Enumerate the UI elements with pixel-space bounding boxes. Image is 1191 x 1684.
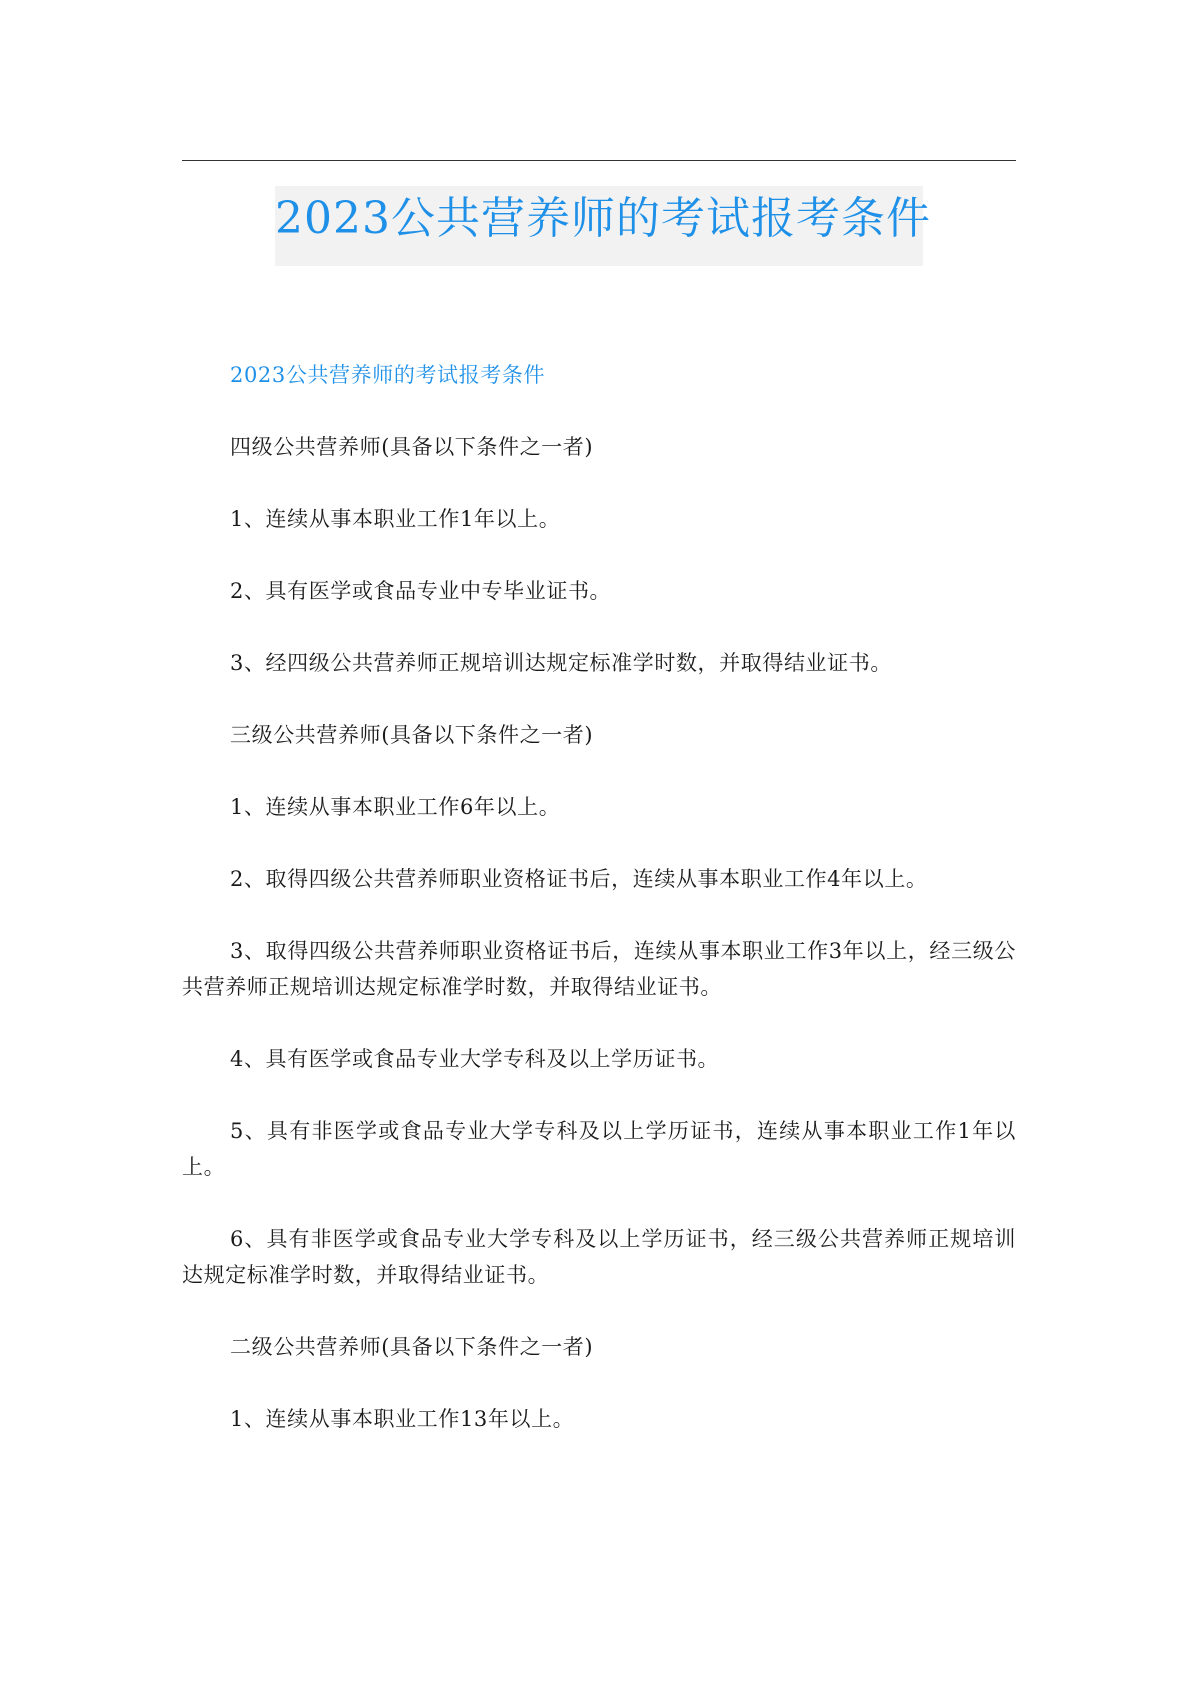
header-rule <box>182 160 1016 161</box>
paragraph: 1、连续从事本职业工作1年以上。 <box>230 507 561 531</box>
paragraph: 3、取得四级公共营养师职业资格证书后，连续从事本职业工作3年以上，经三级公共营养师正规培训达规定标准学时数，并取得结业证书。 <box>182 939 1016 999</box>
document-title: 2023公共营养师的考试报考条件 <box>275 193 931 244</box>
document-body <box>182 357 1016 1473</box>
paragraph: 4、具有医学或食品专业大学专科及以上学历证书。 <box>230 1047 720 1071</box>
level-2-heading: 二级公共营养师(具备以下条件之一者) <box>230 1335 594 1359</box>
level-3-heading: 三级公共营养师(具备以下条件之一者) <box>230 723 594 747</box>
paragraph: 1、连续从事本职业工作13年以上。 <box>230 1407 575 1431</box>
level-4-heading: 四级公共营养师(具备以下条件之一者) <box>230 435 594 459</box>
paragraph: 6、具有非医学或食品专业大学专科及以上学历证书，经三级公共营养师正规培训达规定标准学时数，并取得结业证书。 <box>182 1227 1016 1287</box>
section-subtitle: 2023公共营养师的考试报考条件 <box>230 363 546 387</box>
paragraph: 5、具有非医学或食品专业大学专科及以上学历证书，连续从事本职业工作1年以上。 <box>182 1119 1016 1179</box>
title-highlight <box>275 186 931 266</box>
paragraph: 3、经四级公共营养师正规培训达规定标准学时数，并取得结业证书。 <box>230 651 892 675</box>
paragraph: 2、取得四级公共营养师职业资格证书后，连续从事本职业工作4年以上。 <box>230 867 928 891</box>
paragraph: 2、具有医学或食品专业中专毕业证书。 <box>230 579 612 603</box>
paragraph: 1、连续从事本职业工作6年以上。 <box>230 795 561 819</box>
